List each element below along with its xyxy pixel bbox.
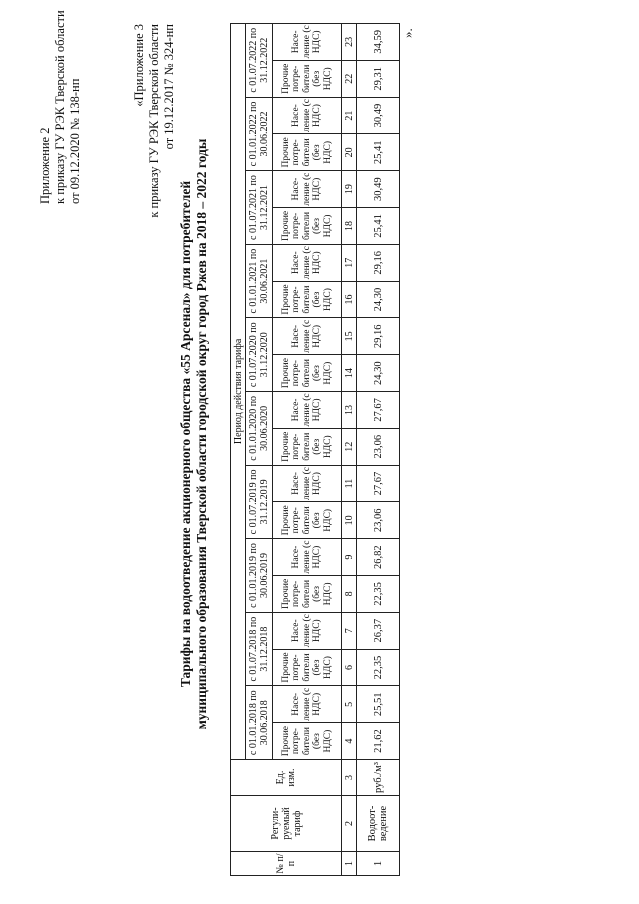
column-index-cell: 8: [342, 576, 357, 613]
column-index-cell: 4: [342, 723, 357, 760]
appendix-3-line1: «Приложение 3: [132, 24, 146, 107]
tariff-value-cell: 24,30: [357, 281, 400, 318]
table-index-row: [342, 23, 357, 875]
column-index-cell: 12: [342, 428, 357, 465]
subheader-other-consumers: Прочие потре-бители (без НДС): [273, 355, 342, 392]
tariff-value-cell: 29,16: [357, 244, 400, 281]
appendix-3-line2: к приказу ГУ РЭК Тверской области: [147, 24, 161, 218]
closing-quote: ».: [400, 28, 415, 38]
period-header-cell: с 01.07.2020 по 31.12.2020: [246, 318, 273, 392]
appendix-3-header: [132, 24, 177, 294]
column-index-cell: 16: [342, 281, 357, 318]
tariff-table: [230, 23, 400, 876]
col-unit-header: Ед. изм.: [231, 760, 342, 796]
tariff-value-cell: 26,37: [357, 612, 400, 649]
tariff-value-cell: 30,49: [357, 171, 400, 208]
subheader-population: Насе-ление (с НДС): [273, 318, 342, 355]
title-line2: муниципального образования Тверской области городской округ город Ржев на 2018 – 2022 годы: [194, 138, 209, 730]
subheader-population: Насе-ление (с НДС): [273, 97, 342, 134]
subheader-population: Насе-ление (с НДС): [273, 392, 342, 429]
column-index-cell: 2: [342, 796, 357, 852]
subheader-other-consumers: Прочие потре-бители (без НДС): [273, 208, 342, 245]
tariff-value-cell: 24,30: [357, 355, 400, 392]
table-row: [357, 23, 400, 875]
period-header-cell: с 01.07.2022 по 31.12.2022: [246, 23, 273, 97]
tariff-value-cell: 25,41: [357, 208, 400, 245]
col-tariff-header: Регули-руемый тариф: [231, 796, 342, 852]
table-header-row-top: [231, 23, 246, 875]
subheader-population: Насе-ление (с НДС): [273, 244, 342, 281]
column-index-cell: 13: [342, 392, 357, 429]
appendix-2-line2: к приказу ГУ РЭК Тверской области: [53, 10, 67, 204]
subheader-other-consumers: Прочие потре-бители (без НДС): [273, 281, 342, 318]
row-no: 1: [357, 852, 400, 876]
column-index-cell: 17: [342, 244, 357, 281]
column-index-cell: 11: [342, 465, 357, 502]
column-index-cell: 6: [342, 649, 357, 686]
column-index-cell: 19: [342, 171, 357, 208]
tariff-value-cell: 27,67: [357, 465, 400, 502]
tariff-value-cell: 22,35: [357, 649, 400, 686]
column-index-cell: 1: [342, 852, 357, 876]
subheader-other-consumers: Прочие потре-бители (без НДС): [273, 576, 342, 613]
col-no-header: № п/п: [231, 852, 342, 876]
period-header-cell: с 01.01.2018 по 30.06.2018: [246, 686, 273, 760]
subheader-other-consumers: Прочие потре-бители (без НДС): [273, 502, 342, 539]
tariff-value-cell: 29,16: [357, 318, 400, 355]
column-index-cell: 15: [342, 318, 357, 355]
document-title: [178, 114, 210, 754]
tariff-value-cell: 22,35: [357, 576, 400, 613]
column-index-cell: 21: [342, 97, 357, 134]
period-header-cell: с 01.07.2019 по 31.12.2019: [246, 465, 273, 539]
period-header-cell: с 01.07.2021 по 31.12.2021: [246, 171, 273, 245]
subheader-population: Насе-ление (с НДС): [273, 23, 342, 60]
column-index-cell: 22: [342, 60, 357, 97]
appendix-2-line1: Приложение 2: [38, 127, 52, 204]
column-index-cell: 10: [342, 502, 357, 539]
column-index-cell: 9: [342, 539, 357, 576]
row-tariff: Водоот-ведение: [357, 796, 400, 852]
subheader-population: Насе-ление (с НДС): [273, 539, 342, 576]
tariff-value-cell: 23,06: [357, 502, 400, 539]
tariff-value-cell: 30,49: [357, 97, 400, 134]
column-index-cell: 7: [342, 612, 357, 649]
period-header-cell: с 01.01.2020 по 30.06.2020: [246, 392, 273, 466]
column-index-cell: 20: [342, 134, 357, 171]
tariff-value-cell: 23,06: [357, 428, 400, 465]
row-unit: руб./м³: [357, 760, 400, 796]
period-header-cell: с 01.07.2018 по 31.12.2018: [246, 612, 273, 686]
subheader-population: Насе-ление (с НДС): [273, 612, 342, 649]
tariff-value-cell: 34,59: [357, 23, 400, 60]
tariff-value-cell: 29,31: [357, 60, 400, 97]
period-header-cell: с 01.01.2019 по 30.06.2019: [246, 539, 273, 613]
column-index-cell: 14: [342, 355, 357, 392]
table-header-row-subcolumns: [273, 23, 342, 875]
appendix-2-header: [38, 4, 83, 204]
column-index-cell: 3: [342, 760, 357, 796]
subheader-population: Насе-ление (с НДС): [273, 686, 342, 723]
title-line1: Тарифы на водоотведение акционерного общества «55 Арсенал» для потребителей: [178, 180, 193, 688]
appendix-2-line3: от 09.12.2020 № 138-нп: [68, 78, 82, 204]
column-index-cell: 18: [342, 208, 357, 245]
tariff-value-cell: 25,51: [357, 686, 400, 723]
column-index-cell: 5: [342, 686, 357, 723]
tariff-value-cell: 25,41: [357, 134, 400, 171]
subheader-other-consumers: Прочие потре-бители (без НДС): [273, 649, 342, 686]
period-header: Период действия тарифа: [231, 23, 246, 759]
period-header-cell: с 01.01.2022 по 30.06.2022: [246, 97, 273, 171]
subheader-population: Насе-ление (с НДС): [273, 465, 342, 502]
column-index-cell: 23: [342, 23, 357, 60]
subheader-other-consumers: Прочие потре-бители (без НДС): [273, 428, 342, 465]
tariff-value-cell: 26,82: [357, 539, 400, 576]
tariff-value-cell: 21,62: [357, 723, 400, 760]
subheader-other-consumers: Прочие потре-бители (без НДС): [273, 723, 342, 760]
appendix-3-line3: от 19.12.2017 № 324-нп: [162, 24, 176, 150]
tariff-value-cell: 27,67: [357, 392, 400, 429]
subheader-other-consumers: Прочие потре-бители (без НДС): [273, 134, 342, 171]
period-header-cell: с 01.01.2021 по 30.06.2021: [246, 244, 273, 318]
subheader-population: Насе-ление (с НДС): [273, 171, 342, 208]
table-header-row-periods: [246, 23, 273, 875]
subheader-other-consumers: Прочие потре-бители (без НДС): [273, 60, 342, 97]
